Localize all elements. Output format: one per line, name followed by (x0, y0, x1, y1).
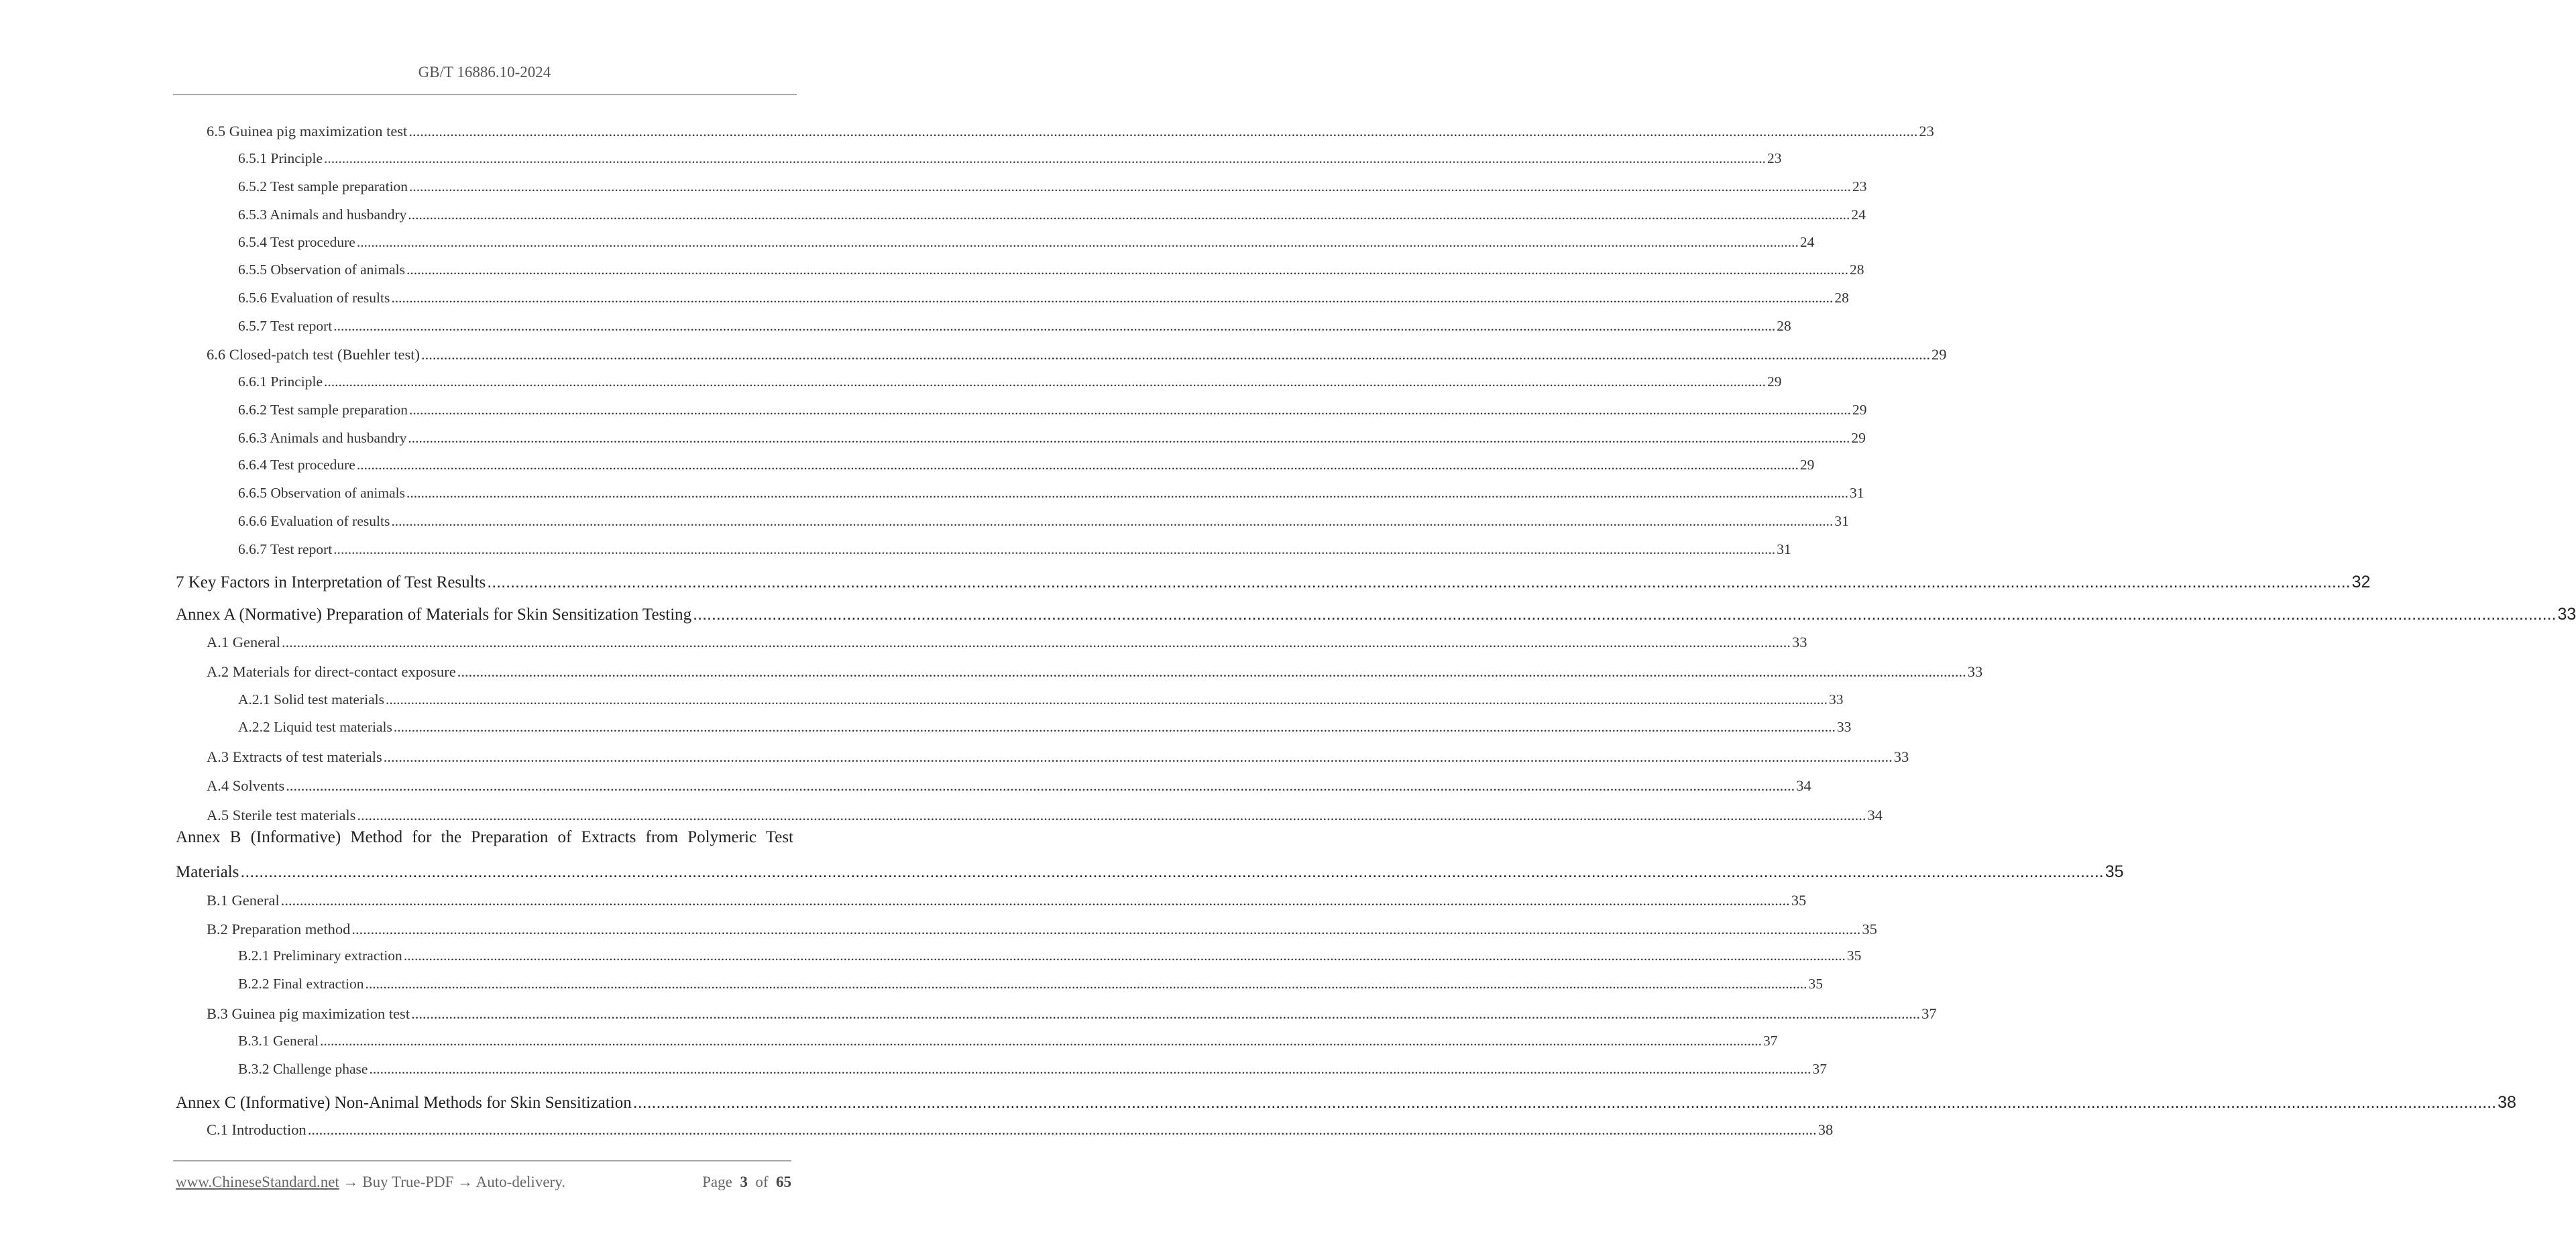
toc-entry[interactable] (238, 430, 1866, 451)
toc-entry[interactable] (207, 892, 1807, 913)
toc-entry[interactable] (238, 1033, 1778, 1054)
toc-entry-title: A.5 Sterile test materials (207, 807, 356, 823)
toc-entry[interactable] (207, 634, 1807, 655)
toc-entry[interactable] (238, 485, 1864, 506)
dot-leader: ................................................................................................................................................................................................................................................................................................................................................................................................................ (632, 1093, 2497, 1112)
toc-entry-page: 35 (2105, 862, 2124, 881)
toc-entry-page: 33 (1967, 663, 1983, 680)
toc-entry[interactable] (207, 748, 1909, 770)
toc-entry-title: 6.6.3 Animals and husbandry (238, 430, 407, 446)
toc-entry[interactable] (238, 541, 1791, 563)
toc-entry-title: 6.5.6 Evaluation of results (238, 290, 390, 306)
toc-entry[interactable] (238, 262, 1864, 283)
toc-entry[interactable] (238, 207, 1866, 228)
dot-leader: ................................................................................................................................................................................................................................................................................................................................................................................................................ (408, 207, 1850, 223)
toc-entry[interactable] (238, 150, 1782, 172)
toc-entry-title: C.1 Introduction (207, 1121, 306, 1138)
dot-leader: ................................................................................................................................................................................................................................................................................................................................................................................................................ (307, 1121, 1817, 1138)
page-indicator (702, 1174, 791, 1191)
toc-entry[interactable] (238, 234, 1815, 255)
toc-entry[interactable] (207, 807, 1883, 828)
toc-entry-title: 6.6.4 Test procedure (238, 457, 355, 473)
page-label: Page (702, 1174, 732, 1190)
toc-entry-title: 6.5.2 Test sample preparation (238, 178, 408, 194)
dot-leader: ................................................................................................................................................................................................................................................................................................................................................................................................................ (408, 123, 1918, 139)
document-header: GB/T 16886.10-2024 (418, 64, 551, 80)
toc-entry-page: 35 (1846, 948, 1862, 964)
toc-entry-title: 6.6.6 Evaluation of results (238, 513, 390, 529)
dot-leader: ................................................................................................................................................................................................................................................................................................................................................................................................................ (409, 178, 1852, 194)
toc-entry-page: 28 (1834, 290, 1849, 306)
toc-entry-page: 33 (1893, 748, 1909, 765)
dot-leader: ................................................................................................................................................................................................................................................................................................................................................................................................................ (357, 807, 1866, 823)
page-current: 3 (740, 1174, 748, 1190)
dot-leader: ................................................................................................................................................................................................................................................................................................................................................................................................................ (320, 1033, 1762, 1049)
toc-entry-page: 32 (2351, 573, 2371, 591)
toc-entry-page: 33 (1828, 691, 1844, 707)
toc-entry-page: 37 (1812, 1061, 1827, 1077)
toc-entry-title: B.2.2 Final extraction (238, 976, 364, 992)
toc-entry-page: 33 (2557, 605, 2576, 624)
footer-promo (176, 1174, 565, 1191)
toc-entry[interactable] (238, 178, 1867, 200)
toc-entry-page: 33 (1791, 634, 1807, 650)
toc-entry-page: 33 (1836, 719, 1852, 735)
toc-entry-title: 6.6.7 Test report (238, 541, 333, 557)
toc-entry-page: 38 (2498, 1093, 2516, 1112)
toc-entry[interactable] (176, 862, 2124, 884)
toc-entry[interactable] (207, 921, 1877, 942)
dot-leader: ................................................................................................................................................................................................................................................................................................................................................................................................................ (411, 1005, 1921, 1022)
dot-leader: ................................................................................................................................................................................................................................................................................................................................................................................................................ (409, 402, 1852, 418)
toc-entry-page: 37 (1921, 1005, 1937, 1022)
dot-leader: ................................................................................................................................................................................................................................................................................................................................................................................................................ (365, 976, 1807, 992)
buy-text: Buy True-PDF (362, 1174, 454, 1190)
toc-entry-title: B.2.1 Preliminary extraction (238, 948, 402, 964)
toc-entry-page: 35 (1808, 976, 1823, 992)
dot-leader: ................................................................................................................................................................................................................................................................................................................................................................................................................ (356, 457, 1799, 473)
dot-leader: ................................................................................................................................................................................................................................................................................................................................................................................................................ (281, 634, 1791, 650)
dot-leader: ................................................................................................................................................................................................................................................................................................................................................................................................................ (487, 573, 2351, 591)
toc-entry-title-line[interactable]: Annex B (Informative) Method for the Preparation of Extracts from Polymeric Test (176, 828, 793, 846)
toc-entry[interactable] (207, 663, 1983, 685)
dot-leader: ................................................................................................................................................................................................................................................................................................................................................................................................................ (391, 290, 1834, 306)
toc-entry-page: 29 (1767, 374, 1782, 390)
toc-entry-page: 31 (1777, 541, 1791, 557)
toc-entry[interactable] (238, 719, 1852, 740)
dot-leader: ................................................................................................................................................................................................................................................................................................................................................................................................................ (351, 921, 1861, 937)
toc-entry-page: 31 (1834, 513, 1849, 529)
dot-leader: ................................................................................................................................................................................................................................................................................................................................................................................................................ (356, 234, 1799, 250)
toc-entry-page: 29 (1852, 402, 1867, 418)
toc-entry-page: 34 (1796, 777, 1811, 794)
toc-entry-page: 29 (1851, 430, 1866, 446)
toc-entry[interactable] (238, 457, 1815, 478)
toc-entry-page: 23 (1919, 123, 1934, 139)
dot-leader: ................................................................................................................................................................................................................................................................................................................................................................................................................ (385, 691, 1828, 707)
toc-entry[interactable] (176, 573, 2371, 594)
delivery-text: Auto-delivery. (475, 1174, 565, 1190)
toc-entry-page: 23 (1852, 178, 1867, 194)
toc-entry-page: 35 (1862, 921, 1877, 937)
toc-entry-title: 6.5.4 Test procedure (238, 234, 355, 250)
toc-entry[interactable] (238, 513, 1849, 534)
toc-entry-title: 6.5.7 Test report (238, 318, 333, 334)
toc-entry[interactable] (238, 948, 1862, 969)
dot-leader: ................................................................................................................................................................................................................................................................................................................................................................................................................ (333, 318, 1776, 334)
toc-entry-title: A.2.2 Liquid test materials (238, 719, 392, 735)
footer (176, 1174, 791, 1191)
toc-entry[interactable] (238, 290, 1849, 311)
toc-entry[interactable] (207, 123, 1934, 144)
toc-entry-title: B.3 Guinea pig maximization test (207, 1005, 410, 1022)
arrow-icon: → (343, 1174, 359, 1190)
dot-leader: ................................................................................................................................................................................................................................................................................................................................................................................................................ (457, 663, 1966, 680)
toc-entry[interactable] (238, 374, 1782, 395)
toc-entry[interactable] (238, 691, 1844, 713)
toc-entry[interactable] (207, 346, 1947, 367)
toc-entry[interactable] (238, 318, 1791, 339)
toc-entry[interactable] (238, 1061, 1827, 1082)
dot-leader: ................................................................................................................................................................................................................................................................................................................................................................................................................ (403, 948, 1846, 964)
toc-entry-title: 6.5 Guinea pig maximization test (207, 123, 408, 139)
toc-entry-title: B.3.2 Challenge phase (238, 1061, 368, 1077)
toc-entry-title: 6.6 Closed-patch test (Buehler test) (207, 346, 421, 363)
toc-entry[interactable] (176, 605, 2576, 626)
toc-entry-page: 35 (1791, 892, 1807, 909)
dot-leader: ................................................................................................................................................................................................................................................................................................................................................................................................................ (324, 150, 1766, 166)
dot-leader: ................................................................................................................................................................................................................................................................................................................................................................................................................ (383, 748, 1893, 765)
toc-entry[interactable] (207, 1121, 1834, 1143)
toc-entry-title: 6.5.1 Principle (238, 150, 323, 166)
dot-leader: ................................................................................................................................................................................................................................................................................................................................................................................................................ (408, 430, 1850, 446)
toc-entry[interactable] (176, 1093, 2516, 1115)
toc-entry-title: 6.6.2 Test sample preparation (238, 402, 408, 418)
website-link[interactable]: www.ChineseStandard.net (176, 1174, 339, 1190)
toc-entry-title: 7 Key Factors in Interpretation of Test Results (176, 573, 486, 591)
toc-entry-title: Annex A (Normative) Preparation of Materials for Skin Sensitization Testing (176, 606, 692, 624)
toc-entry-title: 6.5.5 Observation of animals (238, 262, 405, 278)
arrow-icon: → (457, 1174, 473, 1190)
of-label: of (755, 1174, 769, 1190)
toc-entry-page: 29 (1931, 346, 1947, 363)
toc-entry-page: 34 (1867, 807, 1883, 823)
dot-leader: ................................................................................................................................................................................................................................................................................................................................................................................................................ (324, 374, 1766, 390)
toc-entry-title: B.3.1 General (238, 1033, 319, 1049)
toc-entry-page: 24 (1799, 234, 1815, 250)
toc-entry[interactable] (207, 777, 1811, 799)
dot-leader: ................................................................................................................................................................................................................................................................................................................................................................................................................ (406, 262, 1848, 278)
dot-leader: ................................................................................................................................................................................................................................................................................................................................................................................................................ (280, 892, 1790, 909)
toc-entry-title: Materials (176, 863, 239, 881)
dot-leader: ................................................................................................................................................................................................................................................................................................................................................................................................................ (240, 862, 2104, 881)
toc-entry-page: 38 (1817, 1121, 1834, 1138)
toc-entry[interactable] (207, 1005, 1937, 1027)
toc-entry-page: 24 (1851, 207, 1866, 223)
toc-entry-page: 29 (1799, 457, 1815, 473)
toc-entry-page: 37 (1763, 1033, 1778, 1049)
toc-entry-title: 6.5.3 Animals and husbandry (238, 207, 407, 223)
dot-leader: ................................................................................................................................................................................................................................................................................................................................................................................................................ (393, 719, 1836, 735)
toc-entry[interactable] (238, 402, 1867, 423)
dot-leader: ................................................................................................................................................................................................................................................................................................................................................................................................................ (333, 541, 1776, 557)
toc-entry-title: 6.6.1 Principle (238, 374, 323, 390)
toc-entry-title: B.1 General (207, 892, 280, 909)
dot-leader: ................................................................................................................................................................................................................................................................................................................................................................................................................ (693, 605, 2557, 624)
toc-entry-page: 28 (1850, 262, 1864, 278)
dot-leader: ................................................................................................................................................................................................................................................................................................................................................................................................................ (369, 1061, 1811, 1077)
dot-leader: ................................................................................................................................................................................................................................................................................................................................................................................................................ (421, 346, 1931, 363)
header-rule (173, 94, 797, 95)
toc-entry-title: Annex C (Informative) Non-Animal Methods for Skin Sensitization (176, 1094, 632, 1112)
page-total: 65 (776, 1174, 791, 1190)
dot-leader: ................................................................................................................................................................................................................................................................................................................................................................................................................ (406, 485, 1848, 501)
toc-entry[interactable] (238, 976, 1823, 997)
dot-leader: ................................................................................................................................................................................................................................................................................................................................................................................................................ (286, 777, 1795, 794)
footer-rule (173, 1160, 791, 1161)
toc-entry-title: A.3 Extracts of test materials (207, 748, 382, 765)
toc-entry-page: 31 (1850, 485, 1864, 501)
toc-entry-title: A.2 Materials for direct-contact exposure (207, 663, 456, 680)
toc-entry-page: 28 (1777, 318, 1791, 334)
toc-entry-title: B.2 Preparation method (207, 921, 351, 937)
toc-entry-title: A.4 Solvents (207, 777, 285, 794)
toc-entry-page: 23 (1767, 150, 1782, 166)
toc-entry-title: 6.6.5 Observation of animals (238, 485, 405, 501)
dot-leader: ................................................................................................................................................................................................................................................................................................................................................................................................................ (391, 513, 1834, 529)
toc-entry-title: A.1 General (207, 634, 280, 650)
toc-entry-title: A.2.1 Solid test materials (238, 691, 384, 707)
